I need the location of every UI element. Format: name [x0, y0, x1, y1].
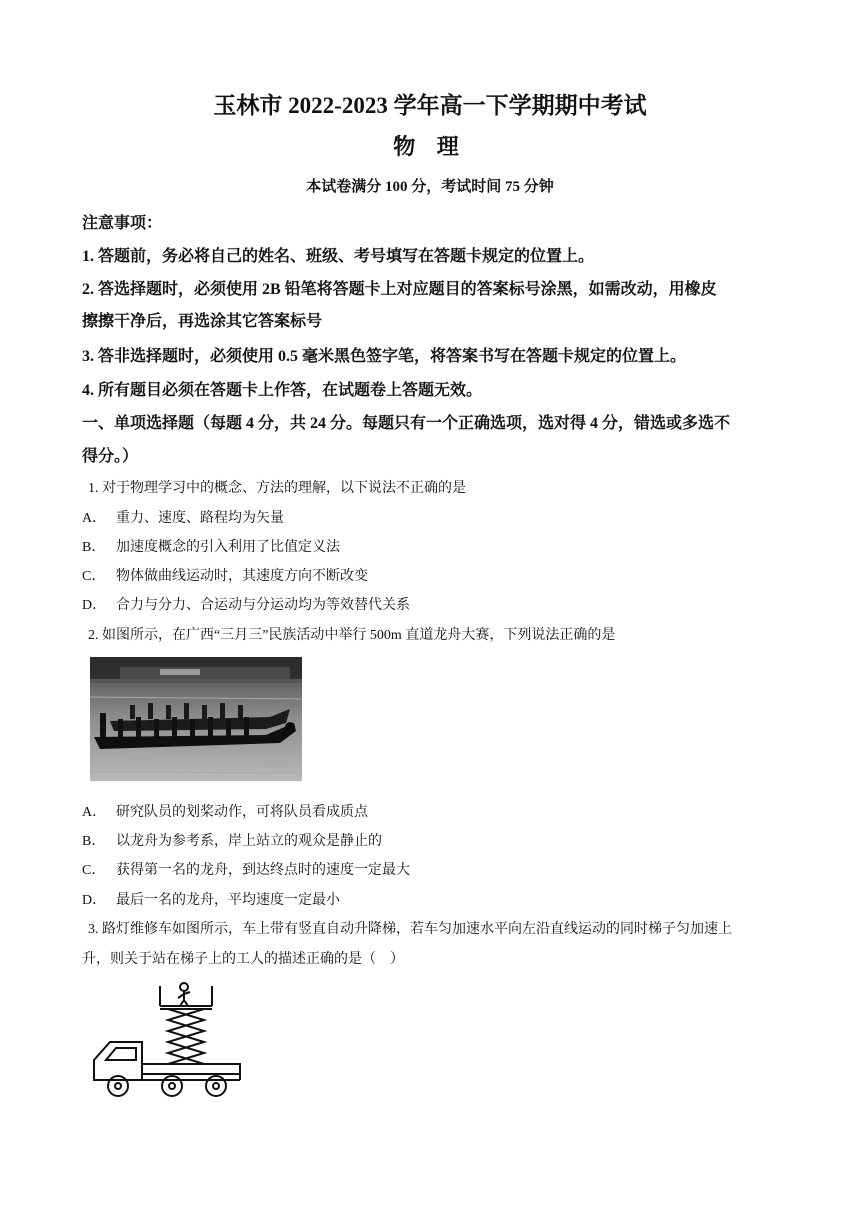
option-text: 最后一名的龙舟，平均速度一定最小 [116, 893, 340, 908]
lift-truck-drawing [88, 980, 248, 1108]
section-heading: 一、单项选择题（每题 4 分，共 24 分。每题只有一个正确选项，选对得 4 分，错选或多选不 [82, 415, 731, 432]
option-text: 获得第一名的龙舟，到达终点时的速度一定最大 [116, 863, 410, 878]
notice-item: 2. 答选择题时，必须使用 2B 铅笔将答题卡上对应题目的答案标号涂黑，如需改动，用橡皮 [82, 281, 717, 298]
exam-title: 玉林市 2022-2023 学年高一下学期期中考试 [213, 93, 647, 118]
question-stem: 3. 路灯维修车如图所示，车上带有竖直自动升降梯，若车匀加速水平向左沿直线运动的同时梯子匀加速上 [88, 922, 732, 937]
option-text: 物体做曲线运动时，其速度方向不断改变 [116, 569, 368, 584]
option-d [82, 889, 340, 909]
option-c [82, 565, 368, 585]
notice-item: 3. 答非选择题时，必须使用 0.5 毫米黑色签字笔，将答案书写在答题卡规定的位置上。 [82, 348, 687, 365]
dragon-boat-photo [90, 657, 302, 781]
option-letter: D． [82, 893, 107, 908]
option-letter: A． [82, 511, 107, 526]
question-stem: 2. 如图所示，在广西“三月三”民族活动中举行 500m 直道龙舟大赛，下列说法正确的是 [88, 628, 616, 643]
option-text: 以龙舟为参考系，岸上站立的观众是静止的 [116, 834, 382, 849]
option-letter: D． [82, 598, 107, 613]
option-a [82, 507, 284, 527]
option-text: 加速度概念的引入利用了比值定义法 [116, 540, 340, 555]
notice-item: 1. 答题前，务必将自己的姓名、班级、考号填写在答题卡规定的位置上。 [82, 248, 595, 265]
option-letter: B． [82, 540, 106, 555]
option-text: 合力与分力、合运动与分运动均为等效替代关系 [116, 598, 410, 613]
option-b [82, 830, 382, 850]
question-stem: 1. 对于物理学习中的概念、方法的理解，以下说法不正确的是 [88, 481, 466, 496]
option-a [82, 801, 368, 821]
option-text: 研究队员的划桨动作，可将队员看成质点 [116, 805, 368, 820]
option-b [82, 536, 340, 556]
option-c [82, 859, 410, 879]
option-letter: B． [82, 834, 106, 849]
option-letter: C． [82, 569, 106, 584]
notice-item: 擦擦干净后，再选涂其它答案标号 [82, 313, 323, 330]
subject-title: 物 理 [393, 134, 467, 159]
option-letter: C． [82, 863, 106, 878]
option-text: 重力、速度、路程均为矢量 [116, 511, 284, 526]
question-stem-cont: 升，则关于站在梯子上的工人的描述正确的是（ ） [82, 952, 404, 967]
notice-heading: 注意事项： [82, 215, 163, 232]
notice-item: 4. 所有题目必须在答题卡上作答，在试题卷上答题无效。 [82, 382, 483, 399]
option-d [82, 594, 410, 614]
option-letter: A． [82, 805, 107, 820]
section-heading-cont: 得分。） [82, 448, 139, 465]
exam-meta: 本试卷满分 100 分，考试时间 75 分钟 [306, 179, 554, 195]
